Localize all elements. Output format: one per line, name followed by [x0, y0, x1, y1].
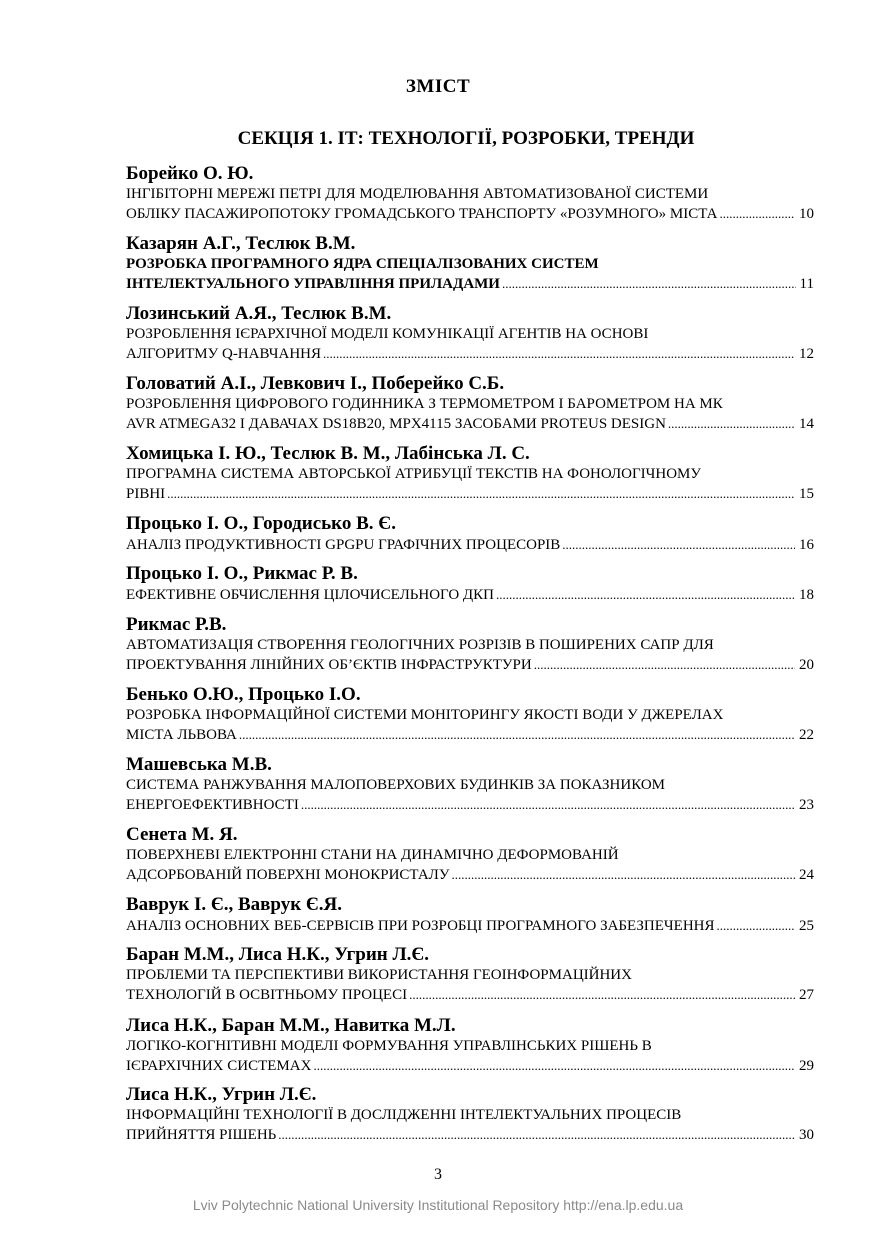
entry-authors: Машевська М.В.: [126, 754, 272, 775]
entry-page-number: 30: [799, 1127, 814, 1143]
entry-page-number: 23: [799, 797, 814, 813]
entry-page-number: 24: [799, 867, 814, 883]
toc-entry[interactable]: [126, 513, 814, 554]
toc-entry[interactable]: [126, 373, 814, 433]
entry-page-number: 10: [799, 206, 814, 222]
page-number: 3: [434, 1166, 442, 1183]
entry-title-line: МІСТА ЛЬВОВА: [126, 727, 237, 743]
entry-authors: Ваврук І. Є., Ваврук Є.Я.: [126, 894, 343, 915]
toc-entry[interactable]: [126, 824, 814, 884]
entry-title-line: ЛОГІКО-КОГНІТИВНІ МОДЕЛІ ФОРМУВАННЯ УПРАВЛІНСЬКИХ РІШЕНЬ В: [126, 1038, 652, 1054]
entry-title-line: ПРОБЛЕМИ ТА ПЕРСПЕКТИВИ ВИКОРИСТАННЯ ГЕОІНФОРМАЦІЙНИХ: [126, 967, 632, 983]
leader-dots: [301, 795, 795, 814]
leader-dots: [534, 655, 795, 674]
section-title: СЕКЦІЯ 1. ІТ: ТЕХНОЛОГІЇ, РОЗРОБКИ, ТРЕНДИ: [237, 128, 695, 149]
toc-entry[interactable]: [126, 563, 814, 604]
entry-title-line: АНАЛІЗ ПРОДУКТИВНОСТІ GPGPU ГРАФІЧНИХ ПРОЦЕСОРІВ: [126, 537, 561, 553]
entry-page-number: 14: [799, 416, 814, 432]
leader-dots: [313, 1056, 795, 1075]
toc-entry[interactable]: [126, 754, 814, 814]
entry-page-number: 16: [799, 537, 814, 553]
leader-dots: [278, 1125, 795, 1144]
toc-entry[interactable]: [126, 1084, 814, 1144]
entry-authors: Головатий А.І., Левкович І., Поберейко С.Б.: [126, 373, 505, 394]
entry-authors: Процько І. О., Городисько В. Є.: [126, 513, 396, 534]
entry-authors: Баран М.М., Лиса Н.К., Угрин Л.Є.: [126, 944, 430, 965]
entry-authors: Хомицька І. Ю., Теслюк В. М., Лабінська Л. С.: [126, 443, 530, 464]
entry-authors: Процько І. О., Рикмас Р. В.: [126, 563, 358, 584]
entry-authors: Рикмас Р.В.: [126, 614, 227, 635]
leader-dots: [719, 204, 795, 223]
entry-page-number: 12: [799, 346, 814, 362]
entry-authors: Казарян А.Г., Теслюк В.М.: [126, 233, 356, 254]
leader-dots: [502, 274, 796, 293]
entry-title-line: ІНФОРМАЦІЙНІ ТЕХНОЛОГІЇ В ДОСЛІДЖЕННІ ІНТЕЛЕКТУАЛЬНИХ ПРОЦЕСІВ: [126, 1107, 682, 1123]
toc-entry[interactable]: [126, 233, 814, 293]
leader-dots: [409, 985, 795, 1004]
entry-page-number: 11: [799, 276, 814, 292]
leader-dots: [496, 585, 795, 604]
leader-dots: [451, 865, 795, 884]
entry-page-number: 15: [799, 486, 814, 502]
entry-title-line: РОЗРОБКА ІНФОРМАЦІЙНОЇ СИСТЕМИ МОНІТОРИНГУ ЯКОСТІ ВОДИ У ДЖЕРЕЛАХ: [126, 707, 724, 723]
page-title: ЗМІСТ: [405, 76, 471, 97]
entry-authors: Сенета М. Я.: [126, 824, 238, 845]
entry-title-line: АНАЛІЗ ОСНОВНИХ ВЕБ-СЕРВІСІВ ПРИ РОЗРОБЦІ ПРОГРАМНОГО ЗАБЕЗПЕЧЕННЯ: [126, 918, 715, 934]
entry-title-line: ПРОГРАМНА СИСТЕМА АВТОРСЬКОЇ АТРИБУЦІЇ ТЕКСТІВ НА ФОНОЛОГІЧНОМУ: [126, 466, 701, 482]
entry-title-line: ПРИЙНЯТТЯ РІШЕНЬ: [126, 1127, 277, 1143]
entry-page-number: 25: [799, 918, 814, 934]
entry-title-line: ЕФЕКТИВНЕ ОБЧИСЛЕННЯ ЦІЛОЧИСЕЛЬНОГО ДКП: [126, 587, 495, 603]
leader-dots: [562, 535, 795, 554]
toc-entry[interactable]: [126, 443, 814, 503]
entry-title-line: РОЗРОБКА ПРОГРАМНОГО ЯДРА СПЕЦІАЛІЗОВАНИХ СИСТЕМ: [126, 256, 599, 272]
leader-dots: [167, 484, 795, 503]
entry-title-line: ІНТЕЛЕКТУАЛЬНОГО УПРАВЛІННЯ ПРИЛАДАМИ: [126, 276, 500, 292]
leader-dots: [323, 344, 795, 363]
entry-title-line: АВТОМАТИЗАЦІЯ СТВОРЕННЯ ГЕОЛОГІЧНИХ РОЗРІЗІВ В ПОШИРЕНИХ САПР ДЛЯ: [126, 637, 714, 653]
entry-authors: Лозинський А.Я., Теслюк В.М.: [126, 303, 392, 324]
entry-page-number: 22: [799, 727, 814, 743]
toc-entry[interactable]: [126, 684, 814, 744]
leader-dots: [717, 916, 796, 935]
toc-entry[interactable]: [126, 944, 814, 1004]
entry-title-line: ОБЛІКУ ПАСАЖИРОПОТОКУ ГРОМАДСЬКОГО ТРАНСПОРТУ «РОЗУМНОГО» МІСТА: [126, 206, 718, 222]
entry-authors: Бенько О.Ю., Процько І.О.: [126, 684, 361, 705]
entry-title-line: РОЗРОБЛЕННЯ ЦИФРОВОГО ГОДИННИКА З ТЕРМОМЕТРОМ І БАРОМЕТРОМ НА МК: [126, 396, 723, 412]
entry-title-line: ПОВЕРХНЕВІ ЕЛЕКТРОННІ СТАНИ НА ДИНАМІЧНО ДЕФОРМОВАНІЙ: [126, 847, 619, 863]
toc-entry[interactable]: [126, 894, 814, 935]
entry-title-line: ПРОЕКТУВАННЯ ЛІНІЙНИХ ОБ’ЄКТІВ ІНФРАСТРУКТУРИ: [126, 657, 532, 673]
entry-title-line: АДСОРБОВАНІЙ ПОВЕРХНІ МОНОКРИСТАЛУ: [126, 867, 450, 883]
entry-title-line: СИСТЕМА РАНЖУВАННЯ МАЛОПОВЕРХОВИХ БУДИНКІВ ЗА ПОКАЗНИКОМ: [126, 777, 665, 793]
entry-authors: Лиса Н.К., Угрин Л.Є.: [126, 1084, 317, 1105]
entry-title-line: ІЄРАРХІЧНИХ СИСТЕМАХ: [126, 1058, 312, 1074]
entry-title-line: АЛГОРИТМУ Q-НАВЧАННЯ: [126, 346, 321, 362]
toc-entry[interactable]: [126, 303, 814, 363]
entry-title-line: РОЗРОБЛЕННЯ ІЄРАРХІЧНОЇ МОДЕЛІ КОМУНІКАЦІЇ АГЕНТІВ НА ОСНОВІ: [126, 326, 649, 342]
entry-title-line: РІВНІ: [126, 486, 166, 502]
entry-page-number: 27: [799, 987, 814, 1003]
toc-entry[interactable]: [126, 163, 814, 223]
entry-page-number: 20: [799, 657, 814, 673]
entry-title-line: ЕНЕРГОЕФЕКТИВНОСТІ: [126, 797, 299, 813]
entry-title-line: ТЕХНОЛОГІЙ В ОСВІТНЬОМУ ПРОЦЕСІ: [126, 987, 408, 1003]
leader-dots: [239, 725, 795, 744]
toc-entry[interactable]: [126, 614, 814, 674]
entry-authors: Лиса Н.К., Баран М.М., Навитка М.Л.: [126, 1015, 456, 1036]
entry-page-number: 29: [799, 1058, 814, 1074]
entry-title-line: ІНГІБІТОРНІ МЕРЕЖІ ПЕТРІ ДЛЯ МОДЕЛЮВАННЯ АВТОМАТИЗОВАНОЇ СИСТЕМИ: [126, 186, 709, 202]
leader-dots: [668, 414, 795, 433]
toc-entry[interactable]: [126, 1015, 814, 1075]
entry-title-line: AVR ATMEGA32 І ДАВАЧАХ DS18B20, MPX4115 ЗАСОБАМИ PROTEUS DESIGN: [126, 416, 666, 432]
entry-page-number: 18: [799, 587, 814, 603]
repository-footer: Lviv Polytechnic National University Institutional Repository http://ena.lp.edu.ua: [192, 1197, 684, 1213]
entry-authors: Борейко О. Ю.: [126, 163, 254, 184]
